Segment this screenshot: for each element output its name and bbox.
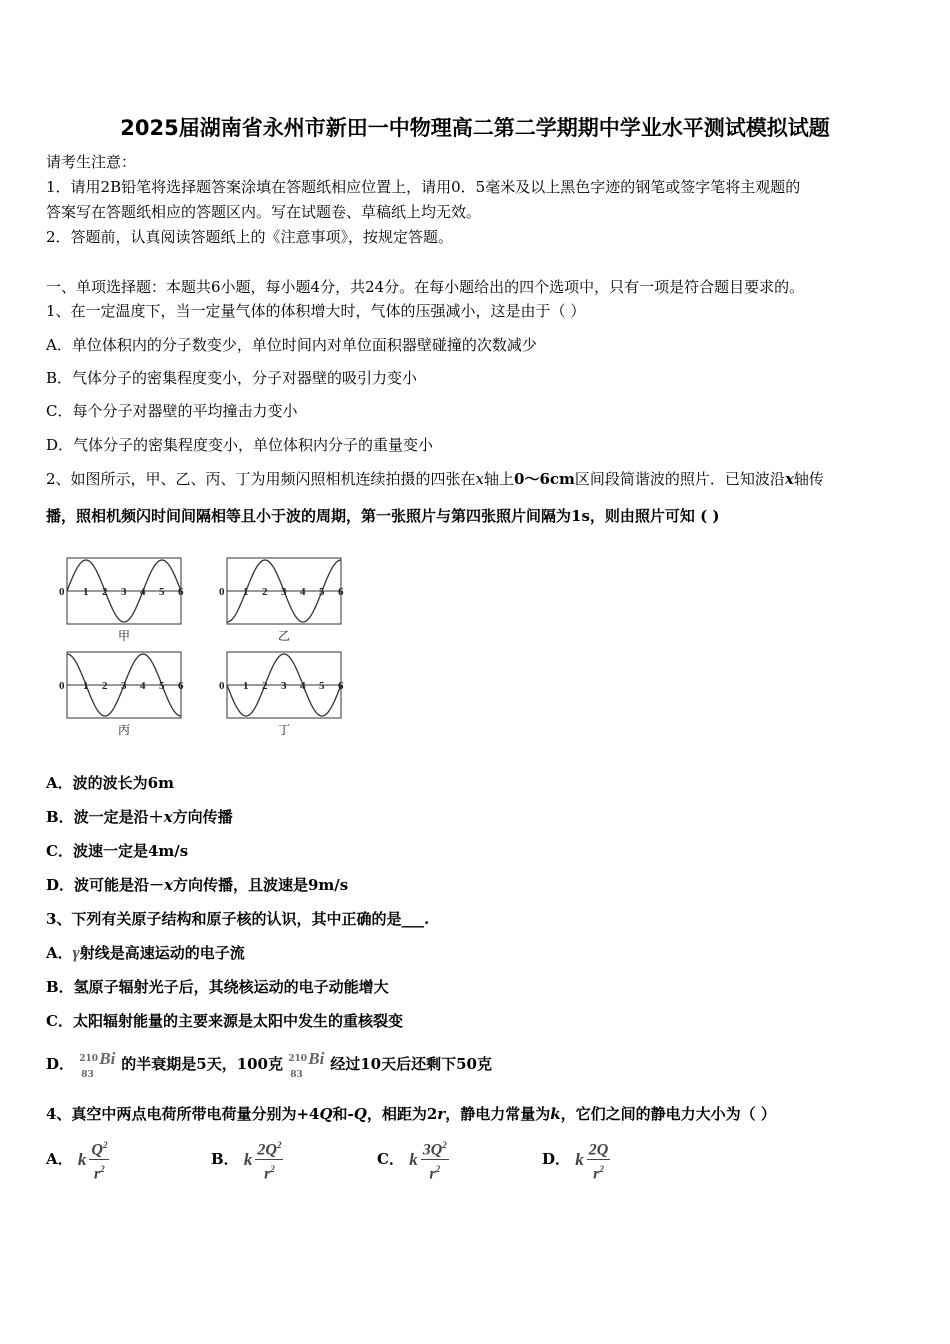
tick-label: 2 bbox=[262, 586, 268, 598]
tick-label: 5 bbox=[159, 586, 165, 598]
q2-option-d bbox=[46, 875, 348, 895]
numerator: Q bbox=[91, 1141, 103, 1159]
q2-option-d-text: 方向传播，且波速是9m/s bbox=[172, 876, 349, 894]
mass-number: 210 bbox=[79, 1054, 99, 1064]
q2-stem-part: 轴上 bbox=[484, 470, 515, 488]
tick-label: 3 bbox=[121, 680, 127, 692]
q4-stem-part: 和- bbox=[332, 1105, 354, 1123]
k-symbol: k bbox=[243, 1149, 253, 1169]
bi-isotope bbox=[79, 1049, 121, 1080]
q4-stem bbox=[46, 1104, 776, 1124]
section-heading: 一、单项选择题：本题共6小题，每小题4分，共24分。在每小题给出的四个选项中，只有一项是符合题目要求的。 bbox=[46, 278, 805, 296]
x-var: x bbox=[475, 470, 485, 488]
denominator: r bbox=[429, 1165, 436, 1183]
numerator: 2Q bbox=[588, 1141, 609, 1159]
q3-stem: 3、下列有关原子结构和原子核的认识，其中正确的是___. bbox=[46, 910, 430, 928]
denominator: r bbox=[94, 1165, 101, 1183]
panel-label: 丁 bbox=[278, 723, 291, 737]
q3-option-d-label: D． bbox=[46, 1055, 75, 1073]
q3-option-a-text: 射线是高速运动的电子流 bbox=[79, 944, 245, 962]
tick-label: 4 bbox=[300, 586, 306, 598]
q4-stem-part: ，静电力常量为 bbox=[445, 1105, 551, 1123]
tick-label: 3 bbox=[281, 586, 287, 598]
q4-option-d bbox=[542, 1136, 610, 1184]
tick-label: 4 bbox=[300, 680, 306, 692]
q2-stem-line-1 bbox=[46, 469, 824, 489]
denominator-exponent: 2 bbox=[599, 1164, 604, 1175]
mass-number: 210 bbox=[288, 1054, 308, 1064]
numerator-exponent: 2 bbox=[442, 1140, 447, 1150]
numerator-exponent: 2 bbox=[276, 1140, 282, 1150]
r-var: r bbox=[437, 1105, 446, 1123]
fraction bbox=[587, 1136, 611, 1184]
tick-label: 3 bbox=[121, 586, 127, 598]
q2-stem-line-2: 播，照相机频闪时间间隔相等且小于波的周期，第一张照片与第四张照片间隔为1s，则由照片可知 ( ) bbox=[46, 507, 720, 525]
page-title: 2025届湖南省永州市新田一中物理高二第二学期期中学业水平测试模拟试题 bbox=[120, 116, 830, 140]
option-label: D． bbox=[542, 1149, 571, 1168]
q3-option-d bbox=[46, 1049, 492, 1080]
tick-label: 3 bbox=[281, 680, 287, 692]
tick-label: 2 bbox=[262, 680, 268, 692]
bi-isotope bbox=[288, 1049, 330, 1080]
denominator: r bbox=[264, 1165, 271, 1183]
q2-stem-part: 区间段简谐波的照片．已知波沿 bbox=[574, 470, 785, 488]
tick-label: 2 bbox=[102, 586, 108, 598]
x-var: x bbox=[163, 808, 173, 826]
wave-panel bbox=[59, 652, 184, 737]
q2-option-b-text: 方向传播 bbox=[172, 808, 233, 826]
tick-label: 1 bbox=[83, 586, 89, 598]
element-symbol: Bi bbox=[308, 1049, 325, 1068]
tick-label: 0 bbox=[59, 586, 65, 598]
q2-option-b-text: B．波一定是沿＋ bbox=[46, 808, 164, 826]
q-var: Q bbox=[319, 1105, 333, 1123]
k-symbol: k bbox=[77, 1149, 87, 1169]
q2-stem-part: 轴传 bbox=[793, 470, 824, 488]
denominator-exponent: 2 bbox=[435, 1164, 441, 1175]
q3-option-b: B．氢原子辐射光子后，其绕核运动的电子动能增大 bbox=[46, 978, 389, 996]
q4-option-c bbox=[377, 1136, 449, 1184]
tick-label: 0 bbox=[219, 586, 225, 598]
notice-line-1: 1．请用2B铅笔将选择题答案涂填在答题纸相应位置上，请用0．5毫米及以上黑色字迹的钢笔或签字笔将主观题的 bbox=[46, 178, 801, 196]
q2-option-a: A．波的波长为6m bbox=[46, 774, 174, 792]
tick-label: 6 bbox=[178, 586, 184, 598]
denominator-exponent: 2 bbox=[270, 1164, 275, 1175]
wave-panel bbox=[59, 558, 184, 643]
range-text: 0～6cm bbox=[514, 470, 575, 488]
q2-option-d-text: D．波可能是沿－ bbox=[46, 876, 165, 894]
option-label: B． bbox=[211, 1149, 239, 1168]
option-label: C． bbox=[377, 1149, 404, 1168]
wave-panel bbox=[219, 652, 344, 737]
q1-option-a: A．单位体积内的分子数变少，单位时间内对单位面积器壁碰撞的次数减少 bbox=[46, 336, 537, 354]
tick-label: 6 bbox=[338, 586, 344, 598]
q3-option-a-label: A． bbox=[46, 944, 73, 962]
q4-stem-part: ，它们之间的静电力大小为（ ） bbox=[560, 1105, 776, 1123]
q4-stem-part: 4、真空中两点电荷所带电荷量分别为+4 bbox=[46, 1105, 320, 1123]
q-var: Q bbox=[353, 1105, 367, 1123]
tick-label: 1 bbox=[83, 680, 89, 692]
tick-label: 5 bbox=[319, 586, 325, 598]
tick-label: 0 bbox=[219, 680, 225, 692]
tick-label: 1 bbox=[243, 680, 249, 692]
tick-label: 1 bbox=[243, 586, 249, 598]
tick-label: 6 bbox=[338, 680, 344, 692]
panel-label: 丙 bbox=[118, 723, 131, 737]
element-symbol: Bi bbox=[99, 1049, 116, 1068]
q3-option-a bbox=[46, 943, 245, 963]
fraction bbox=[89, 1136, 109, 1184]
q4-option-a bbox=[46, 1136, 109, 1184]
tick-label: 6 bbox=[178, 680, 184, 692]
tick-label: 0 bbox=[59, 680, 65, 692]
panel-label: 甲 bbox=[118, 629, 131, 643]
tick-label: 5 bbox=[159, 680, 165, 692]
denominator: r bbox=[593, 1165, 600, 1183]
wave-figure bbox=[55, 548, 355, 743]
wave-panel bbox=[219, 558, 344, 643]
q4-stem-part: ，相距为2 bbox=[366, 1105, 438, 1123]
atomic-number: 83 bbox=[290, 1070, 303, 1080]
k-symbol: k bbox=[409, 1149, 418, 1169]
q2-option-b bbox=[46, 807, 233, 827]
notice-line-3: 2．答题前，认真阅读答题纸上的《注意事项》，按规定答题。 bbox=[46, 228, 454, 246]
q1-stem: 1、在一定温度下，当一定量气体的体积增大时，气体的压强减小，这是由于（ ） bbox=[46, 302, 586, 320]
x-var: x bbox=[164, 876, 173, 894]
numerator-exponent: 2 bbox=[102, 1140, 108, 1150]
notice-heading: 请考生注意： bbox=[46, 153, 137, 171]
q3-option-d-text: 经过10天后还剩下50克 bbox=[330, 1055, 492, 1073]
fraction bbox=[255, 1136, 283, 1184]
q2-stem-part: 2、如图所示，甲、乙、丙、丁为用频闪照相机连续拍摄的四张在 bbox=[46, 470, 476, 488]
q3-option-c: C．太阳辐射能量的主要来源是太阳中发生的重核裂变 bbox=[46, 1012, 403, 1030]
fraction bbox=[421, 1136, 449, 1184]
tick-label: 4 bbox=[140, 680, 146, 692]
q2-option-c: C．波速一定是4m/s bbox=[46, 842, 189, 860]
numerator: 3Q bbox=[422, 1141, 443, 1159]
denominator-exponent: 2 bbox=[100, 1164, 105, 1175]
q4-option-b bbox=[211, 1136, 283, 1184]
q1-option-d: D．气体分子的密集程度变小，单位体积内分子的重量变小 bbox=[46, 436, 434, 454]
q1-option-c: C．每个分子对器壁的平均撞击力变小 bbox=[46, 402, 298, 420]
k-symbol: k bbox=[575, 1149, 584, 1169]
q3-option-d-text: 的半衰期是5天，100克 bbox=[121, 1055, 283, 1073]
atomic-number: 83 bbox=[81, 1070, 94, 1080]
tick-label: 5 bbox=[319, 680, 325, 692]
numerator: 2Q bbox=[257, 1141, 277, 1159]
tick-label: 2 bbox=[102, 680, 108, 692]
option-label: A． bbox=[46, 1149, 73, 1168]
gamma-symbol: γ bbox=[72, 943, 80, 962]
k-var: k bbox=[550, 1105, 561, 1123]
panel-label: 乙 bbox=[278, 629, 291, 643]
x-var: x bbox=[784, 470, 794, 488]
q1-option-b: B．气体分子的密集程度变小，分子对器壁的吸引力变小 bbox=[46, 369, 418, 387]
tick-label: 4 bbox=[140, 586, 146, 598]
notice-line-2: 答案写在答题纸相应的答题区内。写在试题卷、草稿纸上均无效。 bbox=[46, 203, 482, 221]
